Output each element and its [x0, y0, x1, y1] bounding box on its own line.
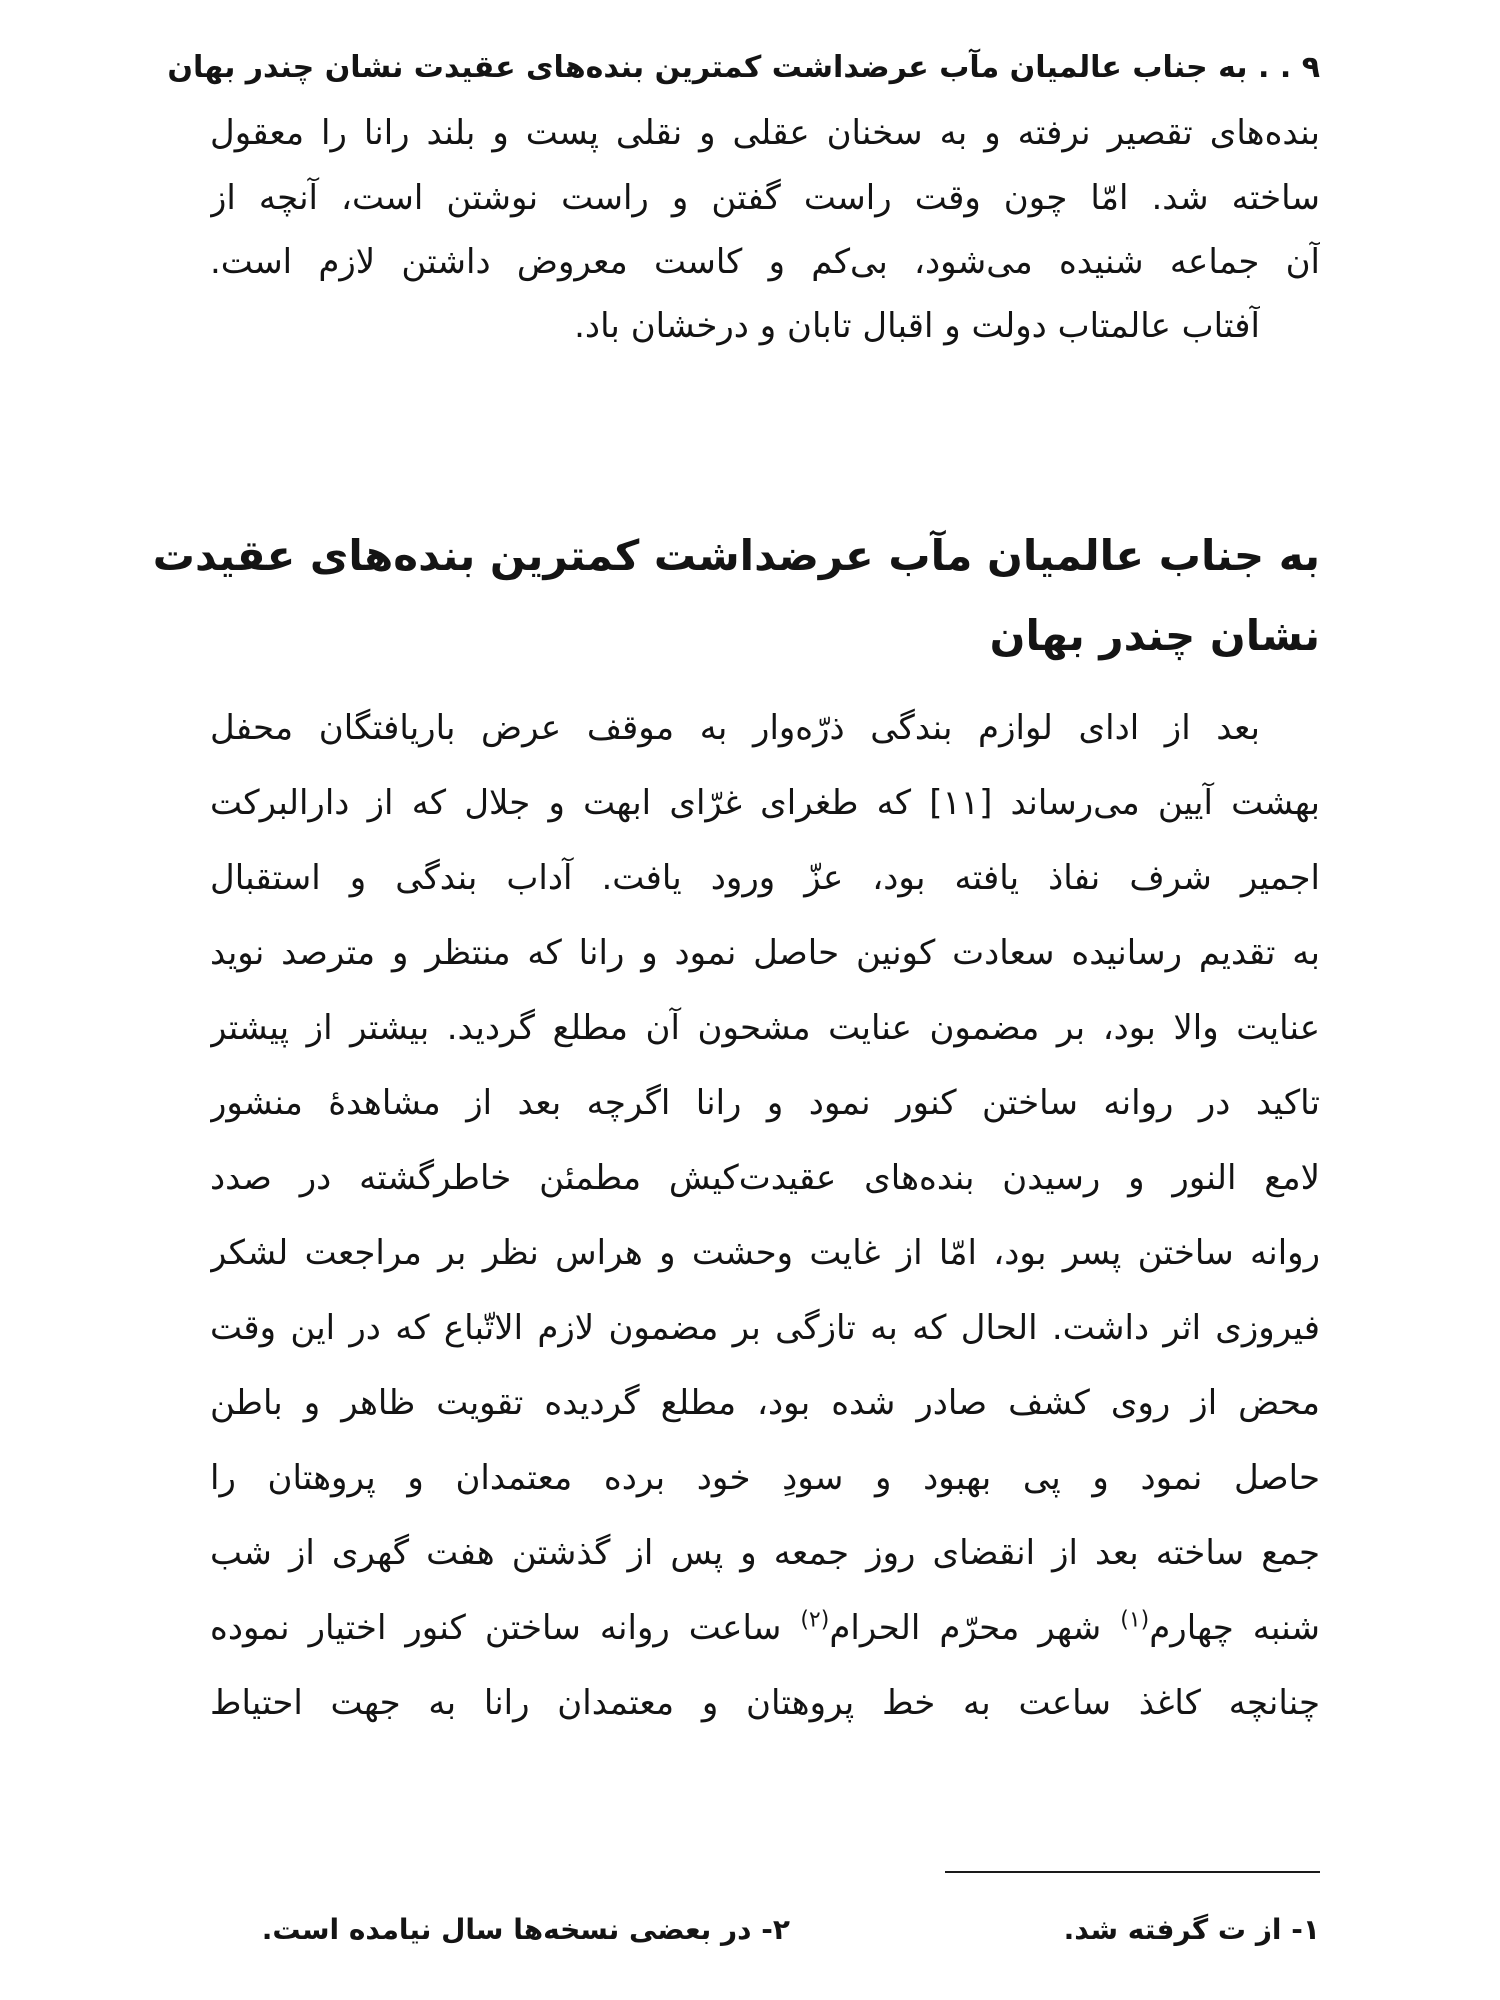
footnote-divider [945, 1871, 1320, 1873]
footnote-2: ۲- در بعضی نسخه‌ها سال نیامده است. [261, 1913, 790, 1946]
body-line-13-part-2: شهر محرّم الحرام [829, 1608, 1121, 1648]
body-line-6: تاکید در روانه ساختن کنور نمود و رانا اگرچه بعد از مشاهدهٔ منشور [210, 1083, 1320, 1123]
body-line-13-part-3: ساعت روانه ساختن کنور اختیار نموده [210, 1608, 801, 1648]
footnote-ref-1: (۱) [1120, 1607, 1150, 1633]
running-header: ۹ . . به جناب عالمیان مآب عرضداشت کمترین بنده‌های عقیدت نشان چندر بهان [167, 50, 1320, 85]
preceding-closing-line: آفتاب عالمتاب دولت و اقبال تابان و درخشان باد. [574, 306, 1260, 346]
footnote-1: ۱- از ت گرفته شد. [1063, 1913, 1320, 1946]
preceding-line-2: ساخته شد. امّا چون وقت راست گفتن و راست نوشتن است، آنچه از [210, 178, 1320, 218]
body-line-4: به تقدیم رسانیده سعادت کونین حاصل نمود و رانا که منتظر و مترصد نوید [210, 933, 1320, 973]
footnote-ref-2: (۲) [800, 1607, 830, 1633]
preceding-line-3: آن جماعه شنیده می‌شود، بی‌کم و کاست معروض داشتن لازم است. [210, 242, 1320, 282]
body-line-1: بعد از ادای لوازم بندگی ذرّه‌وار به موقف عرض باریافتگان محفل [210, 708, 1260, 748]
body-line-11: حاصل نمود و پی بهبود و سودِ خود برده معتمدان و پروهتان را [210, 1458, 1320, 1498]
body-line-10: محض از روی کشف صادر شده بود، مطلع گردیده تقویت ظاهر و باطن [210, 1383, 1320, 1423]
body-line-13-part-1: شنبه چهارم [1149, 1608, 1320, 1648]
body-line-5: عنایت والا بود، بر مضمون عنایت مشحون آن مطلع گردید. بیشتر از پیشتر [210, 1008, 1320, 1048]
body-line-3: اجمیر شرف نفاذ یافته بود، عزّ ورود یافت. آداب بندگی و استقبال [210, 858, 1320, 898]
preceding-line-1: بنده‌های تقصیر نرفته و به سخنان عقلی و نقلی پست و بلند رانا را معقول [210, 113, 1320, 153]
body-line-7: لامع النور و رسیدن بنده‌های عقیدت‌کیش مطمئن خاطرگشته در صدد [210, 1158, 1320, 1198]
body-line-2: بهشت آیین می‌رساند [۱۱] که طغرای غرّای ابهت و جلال که از دارالبرکت [210, 783, 1320, 823]
body-line-13 [210, 1588, 1320, 1668]
body-line-14: چنانچه کاغذ ساعت به خط پروهتان و معتمدان رانا به جهت احتیاط [210, 1683, 1320, 1723]
section-title-line-2: نشان چندر بهان [989, 611, 1320, 660]
body-line-8: روانه ساختن پسر بود، امّا از غایت وحشت و هراس نظر بر مراجعت لشکر [210, 1233, 1320, 1273]
body-line-9: فیروزی اثر داشت. الحال که به تازگی بر مضمون لازم الاتّباع که در این وقت [210, 1308, 1320, 1348]
section-title-line-1: به جناب عالمیان مآب عرضداشت کمترین بنده‌های عقیدت [152, 531, 1320, 580]
body-line-12: جمع ساخته بعد از انقضای روز جمعه و پس از گذشتن هفت گهری از شب [210, 1533, 1320, 1573]
